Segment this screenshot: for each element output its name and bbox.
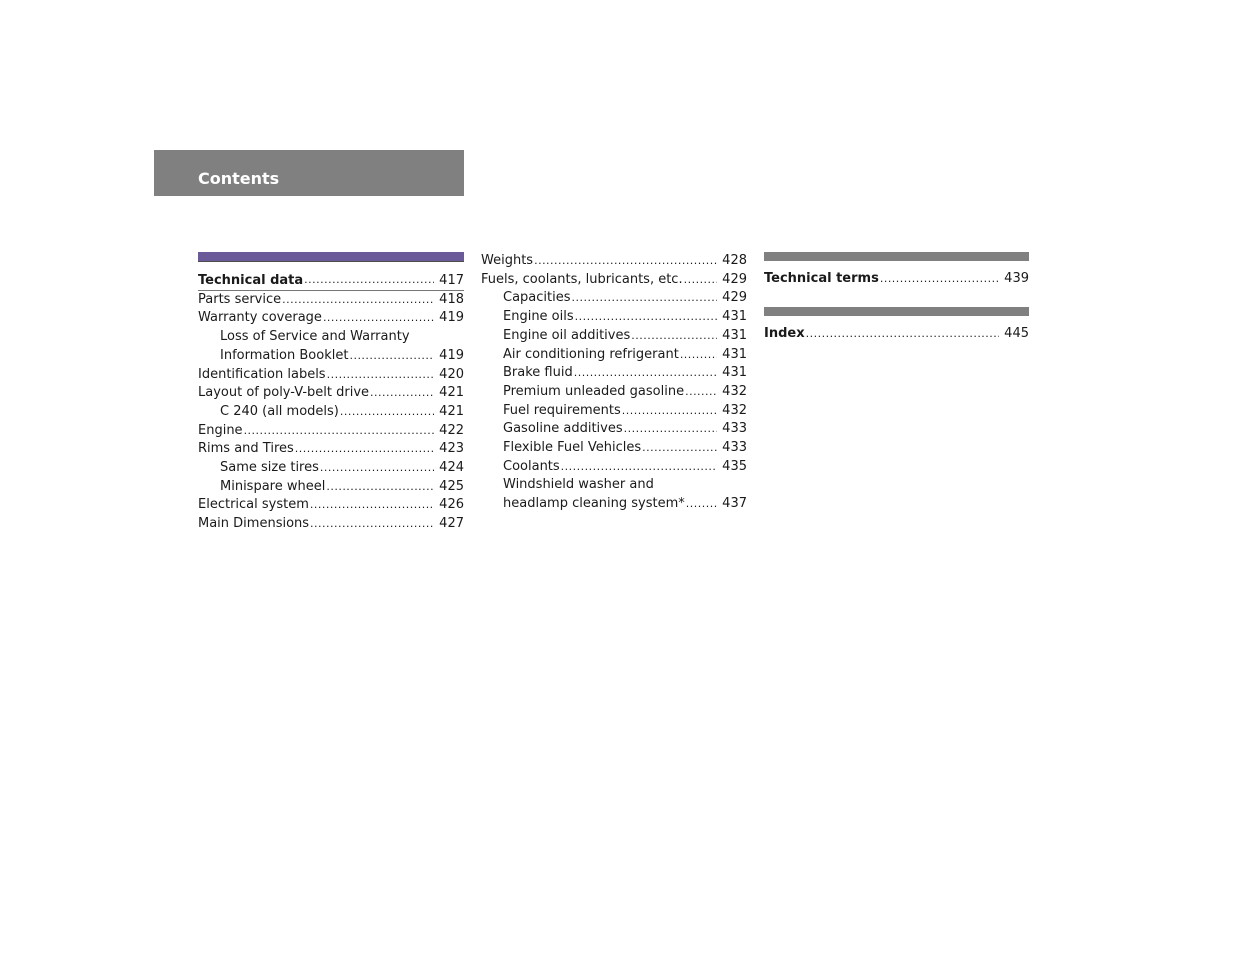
leader-dots — [575, 308, 717, 327]
toc-entry-page: 431 — [722, 365, 747, 381]
toc-entry-label: Minispare wheel — [220, 478, 326, 494]
toc-entry-minispare-wheel[interactable] — [198, 478, 464, 497]
leader-dots — [320, 459, 434, 478]
toc-entry-page: 429 — [722, 271, 747, 287]
toc-entry-label: Index — [764, 325, 805, 341]
toc-column-1 — [198, 252, 464, 534]
leader-dots — [680, 346, 717, 365]
leader-dots — [326, 478, 434, 497]
leader-dots — [685, 383, 717, 402]
toc-entry-label: Engine oils — [503, 309, 574, 325]
toc-entry-page: 431 — [722, 346, 747, 362]
toc-entry-engine-oil-additives[interactable] — [481, 327, 747, 346]
toc-entry-headlamp-cleaning[interactable] — [481, 495, 747, 514]
toc-column-3 — [764, 252, 1029, 343]
toc-entry-warranty-coverage[interactable] — [198, 309, 464, 328]
toc-entry-brake-fluid[interactable] — [481, 364, 747, 383]
toc-entry-label: Weights — [481, 253, 534, 268]
toc-entry-label: Electrical system — [198, 497, 309, 513]
toc-entry-page: 419 — [439, 347, 464, 363]
toc-entry-page: 431 — [722, 327, 747, 343]
toc-entry-premium-unleaded[interactable] — [481, 383, 747, 402]
toc-entry-page: 424 — [439, 460, 464, 476]
toc-entry-page: 419 — [439, 310, 464, 326]
toc-entry-page: 417 — [439, 272, 464, 288]
toc-entry-coolants[interactable] — [481, 458, 747, 477]
toc-entry-label: Main Dimensions — [198, 516, 310, 532]
toc-entry-label: Brake fluid — [503, 365, 573, 381]
section-bar-technical-terms — [764, 252, 1029, 261]
toc-entry-label: Parts service — [198, 291, 282, 307]
leader-dots — [282, 291, 434, 310]
toc-entry-label: Fuel requirements — [503, 402, 621, 418]
toc-entry-page: 433 — [722, 421, 747, 437]
toc-entry-page: 421 — [439, 403, 464, 419]
toc-entry-page: 432 — [722, 383, 747, 399]
toc-entry-page: 429 — [722, 290, 747, 306]
toc-entry-page: 421 — [439, 385, 464, 401]
toc-entry-information-booklet[interactable] — [198, 347, 464, 366]
leader-dots — [880, 270, 999, 289]
toc-column-2 — [481, 252, 747, 514]
toc-entry-label: Technical data — [198, 272, 304, 288]
leader-dots — [561, 458, 717, 477]
section-bar-index — [764, 307, 1029, 316]
leader-dots — [304, 271, 434, 290]
toc-entry-windshield-washer-line1[interactable] — [481, 476, 747, 495]
toc-entry-label: Layout of poly-V-belt drive — [198, 385, 370, 401]
toc-entry-page: 420 — [439, 366, 464, 382]
toc-entry-label: Information Booklet — [220, 347, 349, 363]
toc-entry-page: 426 — [439, 497, 464, 513]
toc-entry-technical-data[interactable] — [198, 271, 464, 291]
toc-entry-parts-service[interactable] — [198, 291, 464, 310]
toc-entry-page: 439 — [1004, 271, 1029, 286]
toc-entry-ac-refrigerant[interactable] — [481, 346, 747, 365]
toc-entry-page: 437 — [722, 496, 747, 512]
toc-entry-label: Technical terms — [764, 271, 879, 286]
toc-entry-gasoline-additives[interactable] — [481, 420, 747, 439]
page-title: Contents — [198, 169, 280, 188]
toc-entry-flexible-fuel-vehicles[interactable] — [481, 439, 747, 458]
toc-entry-page: 431 — [722, 309, 747, 325]
section-bar-technical-data — [198, 252, 464, 262]
leader-dots — [310, 515, 434, 534]
toc-entry-page: 422 — [439, 422, 464, 438]
leader-dots — [642, 439, 717, 458]
leader-dots — [572, 289, 717, 308]
leader-dots — [684, 271, 717, 290]
toc-entry-label: Coolants — [503, 458, 560, 474]
toc-entry-page: 418 — [439, 291, 464, 307]
toc-entry-page: 427 — [439, 516, 464, 532]
toc-entry-page: 445 — [1004, 325, 1029, 341]
toc-entry-c240[interactable] — [198, 403, 464, 422]
toc-entry-page: 428 — [722, 253, 747, 268]
toc-entry-label: Rims and Tires — [198, 441, 294, 457]
toc-entry-electrical-system[interactable] — [198, 496, 464, 515]
toc-entry-technical-terms[interactable] — [764, 270, 1029, 289]
toc-entry-page: 435 — [722, 458, 747, 474]
toc-entry-label: C 240 (all models) — [220, 403, 339, 419]
toc-list-1 — [198, 271, 464, 534]
section-gap — [764, 289, 1029, 307]
toc-entry-page: 433 — [722, 440, 747, 456]
leader-dots — [295, 440, 434, 459]
leader-dots — [686, 495, 717, 514]
toc-entry-label: Warranty coverage — [198, 310, 322, 326]
toc-entry-label: Identification labels — [198, 366, 326, 382]
toc-entry-label: Engine oil additives — [503, 327, 631, 343]
leader-dots — [327, 366, 434, 385]
toc-entry-label: Loss of Service and Warranty — [220, 329, 410, 345]
leader-dots — [310, 496, 434, 515]
leader-dots — [624, 420, 717, 439]
toc-entry-index[interactable] — [764, 325, 1029, 344]
toc-list-3a — [764, 270, 1029, 289]
toc-list-2 — [481, 252, 747, 514]
toc-entry-label: Air conditioning refrigerant — [503, 346, 679, 362]
toc-list-3b — [764, 325, 1029, 344]
toc-entry-engine-oils[interactable] — [481, 308, 747, 327]
contents-header-band — [154, 150, 464, 196]
toc-entry-label: Gasoline additives — [503, 421, 623, 437]
toc-entry-rims-and-tires[interactable] — [198, 440, 464, 459]
leader-dots — [323, 309, 434, 328]
toc-entry-label: Flexible Fuel Vehicles — [503, 440, 642, 456]
leader-dots — [534, 252, 717, 271]
toc-entry-fuel-requirements[interactable] — [481, 402, 747, 421]
toc-entry-label: Premium unleaded gasoline — [503, 383, 685, 399]
toc-entry-loss-of-service-line1[interactable] — [198, 328, 464, 347]
toc-entry-page: 432 — [722, 402, 747, 418]
toc-entry-capacities[interactable] — [481, 289, 747, 308]
toc-entry-main-dimensions[interactable] — [198, 515, 464, 534]
leader-dots — [574, 364, 717, 383]
leader-dots — [244, 422, 434, 441]
leader-dots — [370, 384, 434, 403]
toc-entry-engine[interactable] — [198, 422, 464, 441]
toc-entry-label: Capacities — [503, 290, 571, 306]
toc-entry-label: Engine — [198, 422, 243, 438]
leader-dots — [622, 402, 717, 421]
toc-entry-label: Same size tires — [220, 460, 319, 476]
leader-dots — [806, 325, 999, 344]
toc-entry-page: 423 — [439, 441, 464, 457]
toc-entry-identification-labels[interactable] — [198, 366, 464, 385]
toc-entry-label: headlamp cleaning system* — [503, 496, 685, 512]
leader-dots — [340, 403, 434, 422]
toc-entry-fuels-coolants[interactable] — [481, 271, 747, 290]
toc-entry-label: Windshield washer and — [503, 477, 654, 493]
leader-dots — [349, 347, 434, 366]
toc-entry-poly-v-belt[interactable] — [198, 384, 464, 403]
leader-dots — [631, 327, 717, 346]
toc-entry-page: 425 — [439, 478, 464, 494]
toc-entry-same-size-tires[interactable] — [198, 459, 464, 478]
toc-entry-label: Fuels, coolants, lubricants, etc. — [481, 271, 683, 287]
toc-entry-weights[interactable] — [481, 252, 747, 271]
